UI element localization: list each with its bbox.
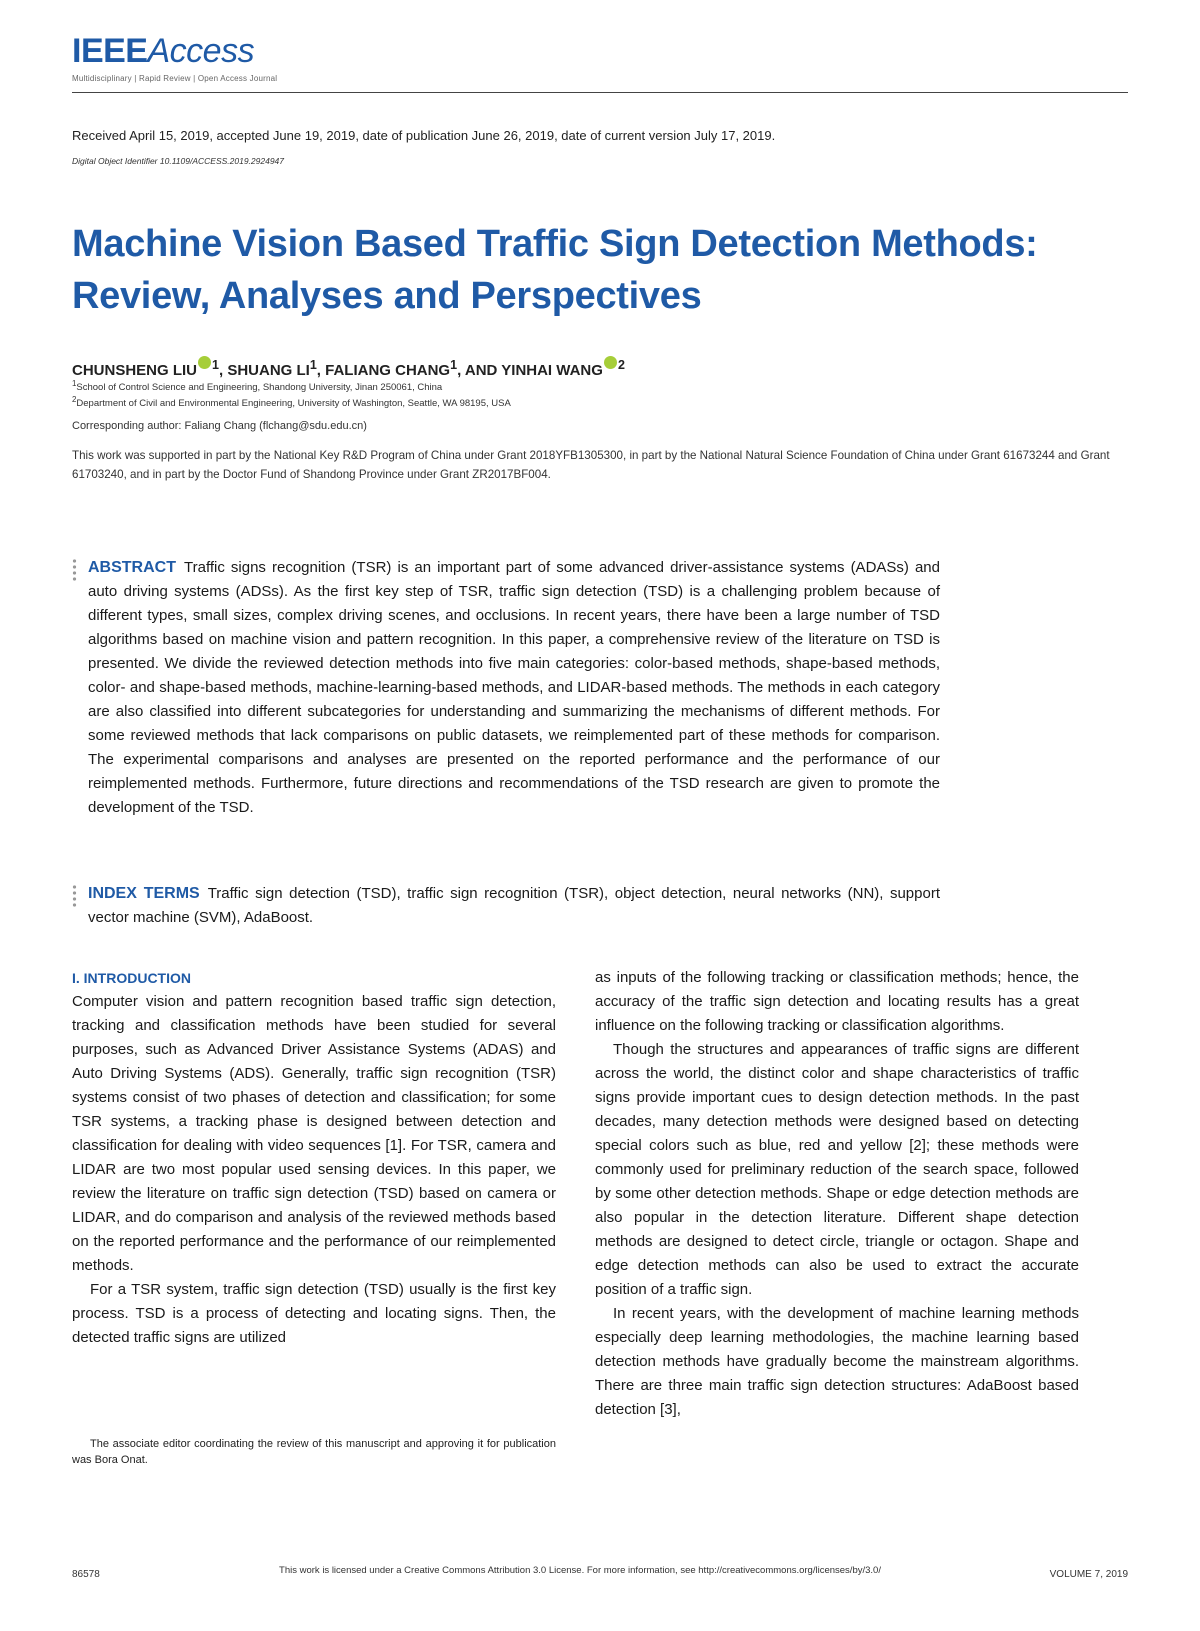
index-terms xyxy=(88,882,940,930)
abstract xyxy=(88,556,940,820)
received-dates: Received April 15, 2019, accepted June 19, 2019, date of publication June 26, 2019, date of current version July 17, 2019. xyxy=(72,128,776,143)
corresponding-author: Corresponding author: Faliang Chang (flchang@sdu.edu.cn) xyxy=(72,420,367,432)
affiliation-text: School of Control Science and Engineering, Shandong University, Jinan 250061, China xyxy=(76,382,443,394)
author-name: YINHAI WANG xyxy=(501,362,603,379)
left-column xyxy=(72,966,556,1350)
section-heading: I. INTRODUCTION xyxy=(72,970,191,986)
body-paragraph: as inputs of the following tracking or classification methods; hence, the accuracy of the traffic sign detection and locating results has a great influence on the following tracking or classification algorithms. xyxy=(595,969,1079,1034)
header-divider xyxy=(72,92,1128,93)
journal-logo xyxy=(72,34,277,83)
author-affil-sup: 2 xyxy=(617,358,625,372)
author-affil-sup: 1 xyxy=(212,358,219,372)
affiliation-sup: 1 xyxy=(72,379,77,388)
affiliation-1 xyxy=(72,379,442,393)
author-affil-sup: 1 xyxy=(309,358,317,372)
index-terms-text: Traffic sign detection (TSD), traffic sign recognition (TSR), object detection, neural networks (NN), support vector machine (SVM), AdaBoost. xyxy=(88,885,940,926)
body-paragraph: For a TSR system, traffic sign detection (TSD) usually is the first key process. TSD is a process of detecting and locating signs. Then, the detected traffic signs are utilized xyxy=(72,1281,556,1346)
orcid-icon[interactable] xyxy=(604,356,617,369)
affiliation-sup: 2 xyxy=(72,395,77,404)
page-number: 86578 xyxy=(72,1569,100,1580)
right-column xyxy=(595,966,1079,1422)
funding-statement: This work was supported in part by the National Key R&D Program of China under Grant 2018YFB1305300, in part by the National Natural Science Foundation of China under Grant 61673244 and Grant 61703240, and in part by the Doctor Fund of Shandong Province under Grant ZR2017BF004. xyxy=(72,449,1110,481)
abstract-heading: ABSTRACT xyxy=(88,559,176,576)
author-separator: , xyxy=(316,362,321,379)
license-notice: This work is licensed under a Creative Commons Attribution 3.0 License. For more information, see http://creativecommons.org/licenses/by/3.0/ xyxy=(279,1565,881,1576)
author-name: FALIANG CHANG xyxy=(325,362,451,379)
affiliation-text: Department of Civil and Environmental Engineering, University of Washington, Seattle, WA 98195, USA xyxy=(76,398,511,410)
affiliation-2 xyxy=(72,395,511,409)
logo-tagline: Multidisciplinary | Rapid Review | Open Access Journal xyxy=(72,74,278,83)
body-paragraph: In recent years, with the development of machine learning methods especially deep learning methodologies, the machine learning based detection methods have gradually become the mainstream algorithms. There are three main traffic sign detection structures: AdaBoost based detection [3], xyxy=(595,1305,1079,1418)
abstract-text: Traffic signs recognition (TSR) is an important part of some advanced driver-assistance systems (ADASs) and auto driving systems (ADSs). As the first key step of TSR, traffic sign detection (TSD) is a challenging problem because of different types, small sizes, complex driving scenes, and occlusions. In recent years, there have been a large number of TSD algorithms based on machine vision and pattern recognition. In this paper, a comprehensive review of the literature on TSD is presented. We divide the reviewed detection methods into five main categories: color-based methods, shape-based methods, color- and shape-based methods, machine-learning-based methods, and LIDAR-based methods. The methods in each category are also classified into different subcategories for understanding and summarizing the mechanisms of different methods. For some reviewed methods that lack comparisons on public datasets, we reimplemented part of these methods for comparison. The experimental comparisons and analyses are presented on the reported performance and the performance of our reimplemented methods. Furthermore, future directions and recommendations of the TSD research are given to promote the development of the TSD. xyxy=(88,559,940,816)
author-affil-sup: 1 xyxy=(450,358,458,372)
author-list xyxy=(72,356,625,379)
editor-footnote: The associate editor coordinating the review of this manuscript and approving it for publication was Bora Onat. xyxy=(72,1438,556,1466)
logo-ieee-text: IEEE xyxy=(72,32,148,70)
body-paragraph: Computer vision and pattern recognition based traffic sign detection, tracking and classification methods have been studied for several purposes, such as Advanced Driver Assistance Systems (ADAS) and Auto Driving Systems (ADS). Generally, traffic sign recognition (TSR) systems consist of two phases of detection and classification; for some TSR systems, a tracking phase is designed between detection and classification for dealing with video sequences [1]. For TSR, camera and LIDAR are two most popular used sensing devices. In this paper, we review the literature on traffic sign detection (TSD) based on camera or LIDAR, and do comparison and analysis of the reviewed methods based on the reported performance and the performance of our reimplemented methods. xyxy=(72,993,556,1274)
author-conjunction: AND xyxy=(464,362,498,379)
author-separator: , xyxy=(218,362,224,379)
author-name: CHUNSHENG LIU xyxy=(72,362,198,379)
author-separator: , xyxy=(457,362,462,379)
author-name: SHUANG LI xyxy=(227,362,310,379)
index-terms-heading: INDEX TERMS xyxy=(88,885,200,902)
index-terms-marker-icon xyxy=(72,884,77,908)
body-paragraph: Though the structures and appearances of traffic signs are different across the world, the distinct color and shape characteristics of traffic signs provide important cues to design detection methods. In the past decades, many detection methods were designed based on detecting special colors such as blue, red and yellow [2]; these methods were commonly used for preliminary reduction of the search space, followed by some other detection methods. Shape or edge detection methods are also popular in the detection literature. Different shape detection methods are designed to detect circle, triangle or octagon. Shape and edge detection methods can also be used to extract the accurate position of a traffic sign. xyxy=(595,1041,1079,1298)
logo-wordmark xyxy=(72,34,277,68)
orcid-icon[interactable] xyxy=(198,356,211,369)
doi-line: Digital Object Identifier 10.1109/ACCESS.2019.2924947 xyxy=(72,156,285,166)
abstract-marker-icon xyxy=(72,558,77,582)
logo-access-text: Access xyxy=(147,32,255,70)
paper-title: Machine Vision Based Traffic Sign Detection Methods: Review, Analyses and Perspectives xyxy=(72,223,1038,317)
volume-label: VOLUME 7, 2019 xyxy=(1049,1569,1128,1580)
